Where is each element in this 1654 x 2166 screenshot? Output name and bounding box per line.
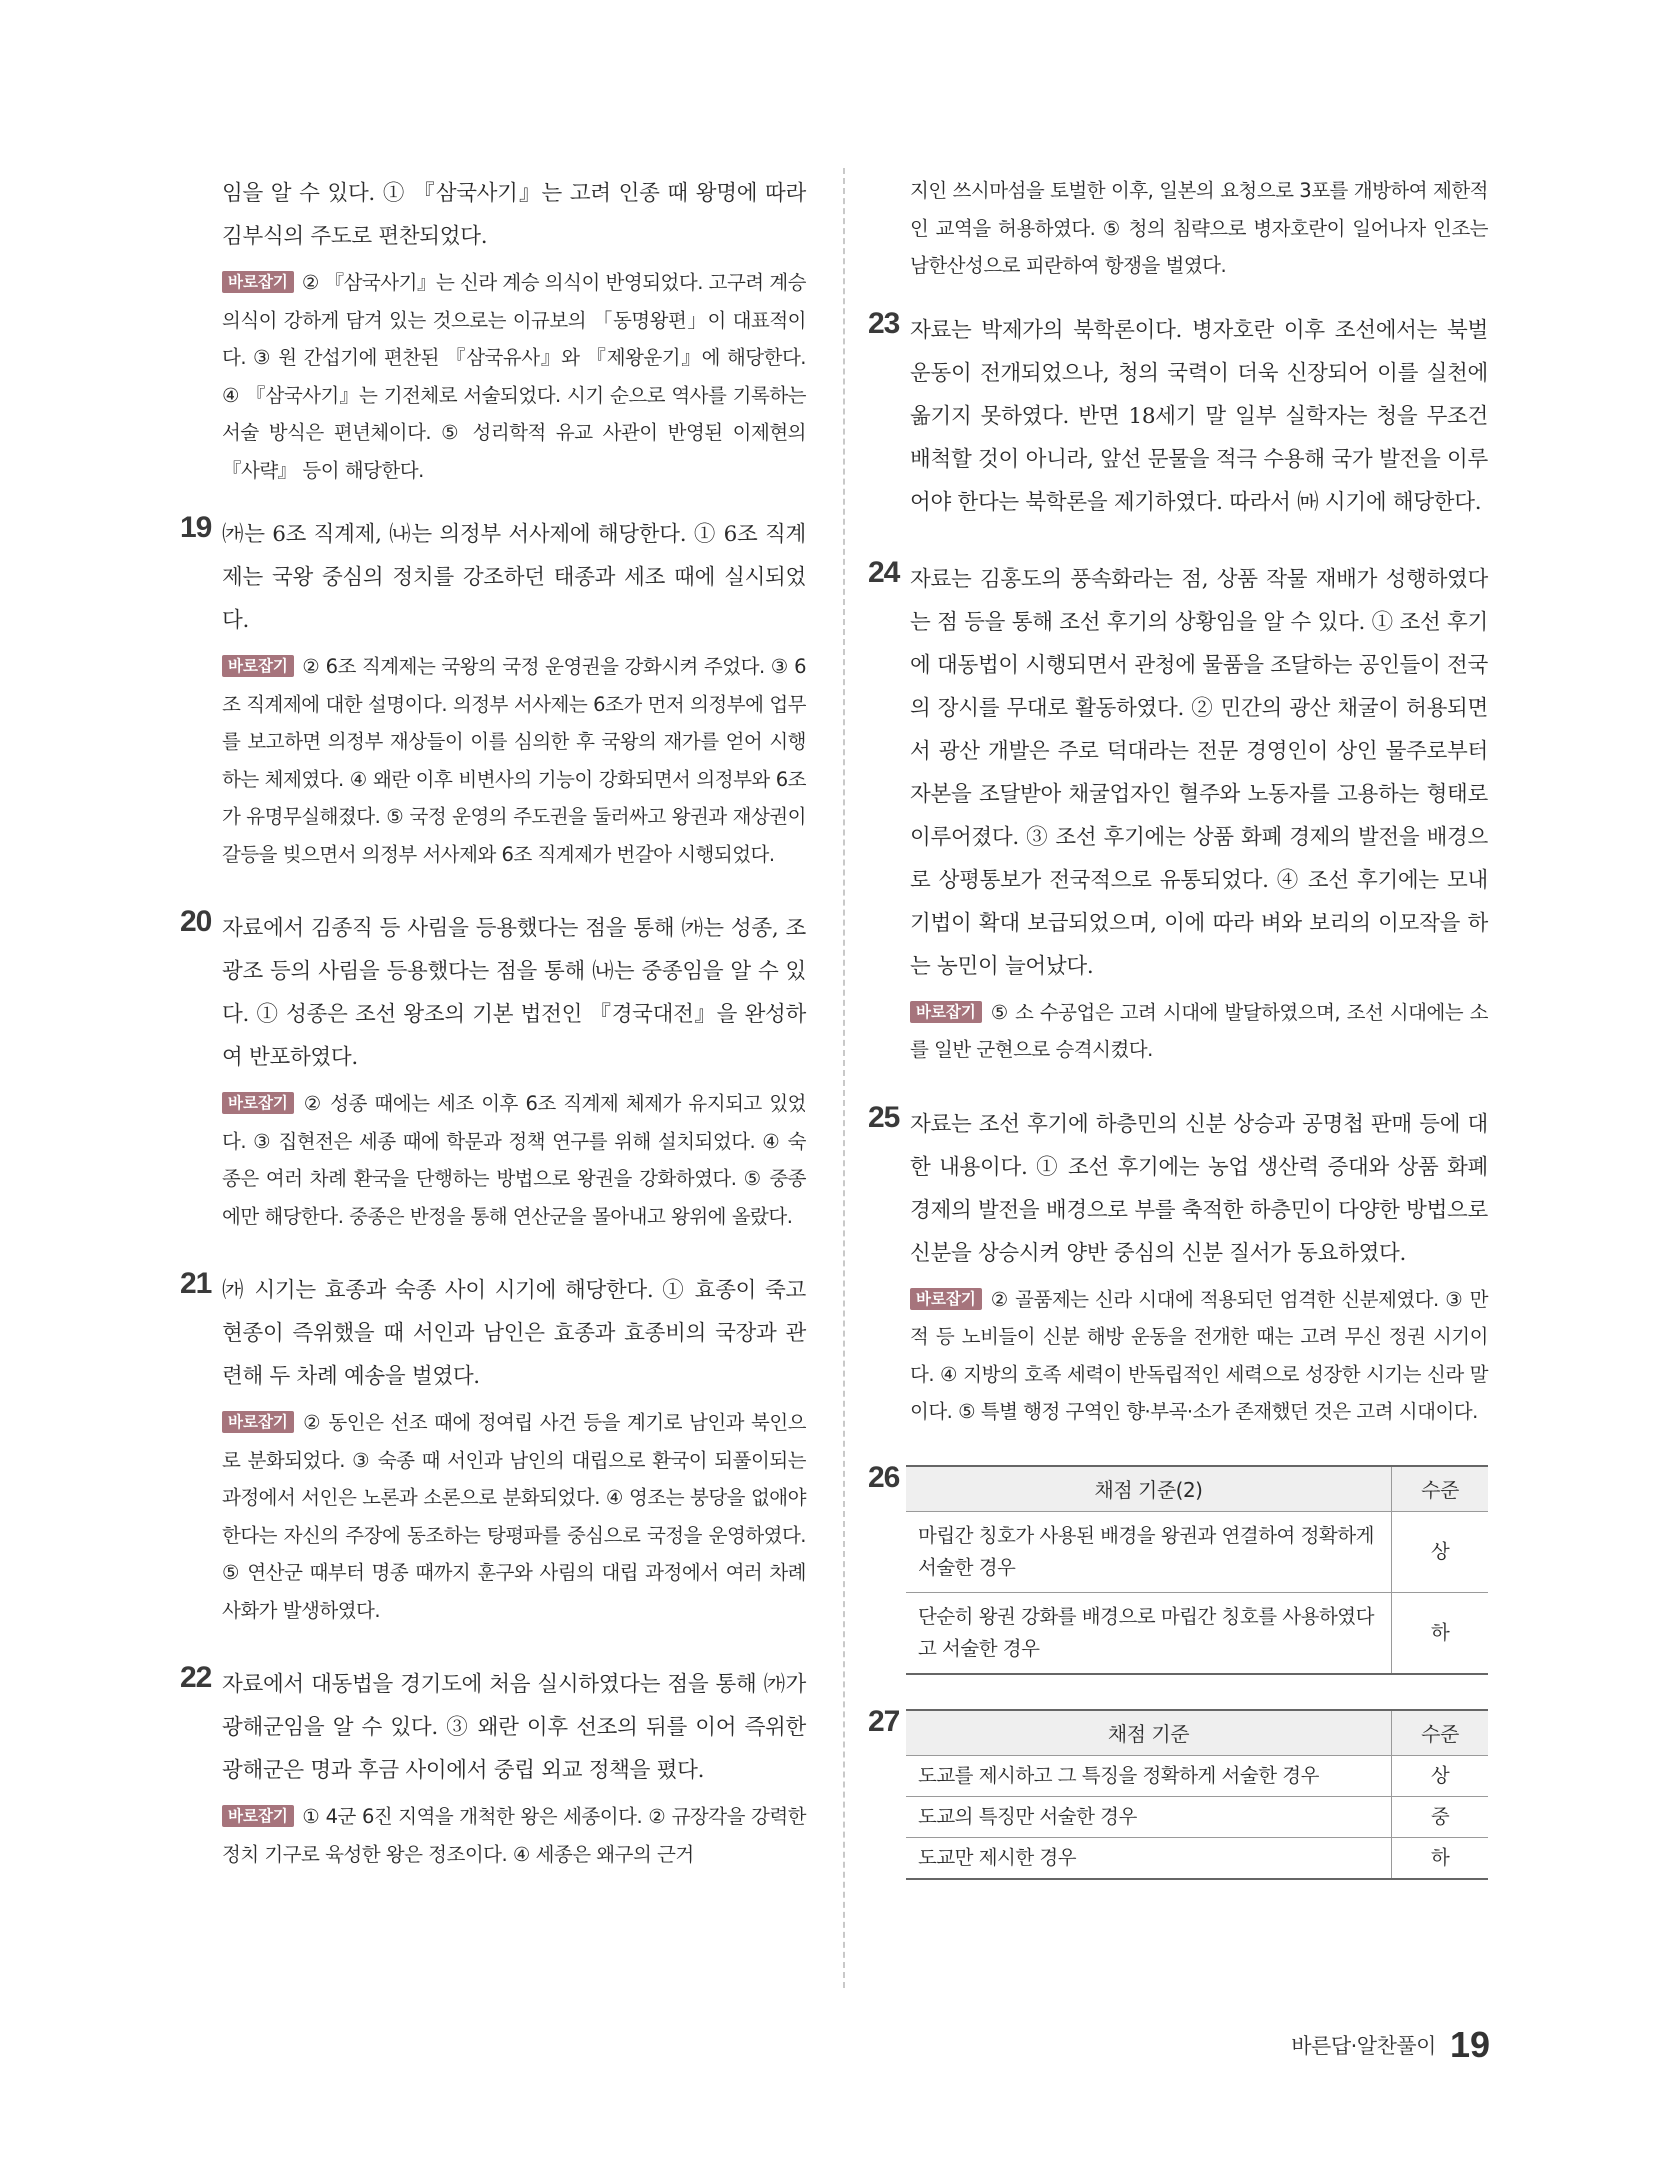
table-row <box>906 1837 1488 1879</box>
correction-note <box>910 1281 1488 1431</box>
level-cell: 하 <box>1392 1837 1489 1879</box>
answer-item-20 <box>180 905 806 1235</box>
table-row <box>906 1592 1488 1674</box>
question-number: 22 <box>180 1661 212 1694</box>
answer-item-22 <box>180 1661 806 1873</box>
answer-item-23 <box>868 306 1488 524</box>
correction-text: ② 골품제는 신라 시대에 적용되던 엄격한 신분제였다. ③ 만적 등 노비들이 신분 해방 운동을 전개한 때는 고려 무신 정권 시기이다. ④ 지방의 호족 세력이 반독립적인 세력으로 성장한 시기는 신라 말이다. ⑤ 특별 행정 구역인 향·부곡·소가 존재했던 것은 고려 시대이다. <box>910 1287 1488 1423</box>
correction-text: ② 성종 때에는 세조 이후 6조 직계제 체제가 유지되고 있었다. ③ 집현전은 세종 때에 학문과 정책 연구를 위해 설치되었다. ④ 숙종은 여러 차례 환국을 단행하는 방법으로 왕권을 강화하였다. ⑤ 중종에만 해당한다. 중종은 반정을 통해 연산군을 몰아내고 왕위에 올랐다. <box>222 1092 806 1228</box>
page-footer <box>1291 2024 1490 2066</box>
criteria-cell: 도교를 제시하고 그 특징을 정확하게 서술한 경우 <box>906 1755 1392 1796</box>
page-number: 19 <box>1449 2024 1490 2065</box>
continued-answer-18 <box>222 172 806 489</box>
correction-tag: 바로잡기 <box>222 1411 294 1433</box>
scoring-table <box>906 1465 1488 1675</box>
correction-note <box>222 648 806 873</box>
correction-tag: 바로잡기 <box>222 1805 294 1827</box>
criteria-cell: 마립간 칭호가 사용된 배경을 왕권과 연결하여 정확하게 서술한 경우 <box>906 1511 1392 1592</box>
correction-tag: 바로잡기 <box>910 1001 982 1023</box>
table-header-row <box>906 1466 1488 1512</box>
answer-item-24 <box>868 555 1488 1069</box>
answer-text: 자료에서 대동법을 경기도에 처음 실시하였다는 점을 통해 ㈎가 광해군임을 알 수 있다. ③ 왜란 이후 선조의 뒤를 이어 즉위한 광해군은 명과 후금 사이에서 중립 외교 정책을 폈다. <box>222 1672 806 1783</box>
correction-text: 지인 쓰시마섬을 토벌한 이후, 일본의 요청으로 3포를 개방하여 제한적인 교역을 허용하였다. ⑤ 청의 침략으로 병자호란이 일어나자 인조는 남한산성으로 피란하여 항쟁을 벌였다. <box>910 179 1488 277</box>
correction-text: ② 『삼국사기』는 신라 계승 의식이 반영되었다. 고구려 계승 의식이 강하게 담겨 있는 것으로는 이규보의 「동명왕편」이 대표적이다. ③ 원 간섭기에 편찬된 『삼국유사』와 『제왕운기』에 해당한다. ④ 『삼국사기』는 기전체로 서술되었다. 시기 순으로 역사를 기록하는 서술 방식은 편년체이다. ⑤ 성리학적 유교 사관이 반영된 이제현의 『사략』 등이 해당한다. <box>222 271 806 482</box>
answer-text: 임을 알 수 있다. ① 『삼국사기』는 고려 인종 때 왕명에 따라 김부식의 주도로 편찬되었다. <box>222 181 806 249</box>
question-number: 23 <box>868 306 900 340</box>
correction-note <box>222 264 806 489</box>
answer-item-25 <box>868 1100 1488 1431</box>
correction-note <box>222 1404 806 1629</box>
correction-text: ① 4군 6진 지역을 개척한 왕은 세종이다. ② 규장각을 강력한 정치 기구로 육성한 왕은 정조이다. ④ 세종은 왜구의 근거 <box>222 1805 806 1866</box>
question-number: 25 <box>868 1100 900 1134</box>
table-row <box>906 1755 1488 1796</box>
answer-item-19 <box>180 511 806 873</box>
correction-note <box>222 1085 806 1235</box>
criteria-header: 채점 기준(2) <box>906 1466 1392 1512</box>
question-number: 21 <box>180 1267 212 1300</box>
criteria-cell: 도교의 특징만 서술한 경우 <box>906 1796 1392 1837</box>
scoring-item-26 <box>868 1460 1488 1675</box>
correction-tag: 바로잡기 <box>222 271 294 293</box>
question-number: 19 <box>180 511 212 544</box>
right-column <box>868 172 1488 1914</box>
answer-text: 자료에서 김종직 등 사림을 등용했다는 점을 통해 ㈎는 성종, 조광조 등의 사림을 등용했다는 점을 통해 ㈏는 중종임을 알 수 있다. ① 성종은 조선 왕조의 기본 법전인 『경국대전』을 완성하여 반포하였다. <box>222 916 806 1070</box>
answer-text: 자료는 조선 후기에 하층민의 신분 상승과 공명첩 판매 등에 대한 내용이다. ① 조선 후기에는 농업 생산력 증대와 상품 화폐 경제의 발전을 배경으로 부를 축적한 하층민이 다양한 방법으로 신분을 상승시켜 양반 중심의 신분 질서가 동요하였다. <box>910 1111 1488 1266</box>
level-header: 수준 <box>1392 1710 1489 1756</box>
correction-tag: 바로잡기 <box>222 655 294 677</box>
scoring-table <box>906 1709 1488 1880</box>
table-row <box>906 1511 1488 1592</box>
correction-tag: 바로잡기 <box>222 1092 294 1114</box>
correction-text: ② 6조 직계제는 국왕의 국정 운영권을 강화시켜 주었다. ③ 6조 직계제에 대한 설명이다. 의정부 서사제는 6조가 먼저 의정부에 업무를 보고하면 의정부 재상들이 이를 심의한 후 국왕의 재가를 얻어 시행하는 체제였다. ④ 왜란 이후 비변사의 기능이 강화되면서 의정부와 6조가 유명무실해졌다. ⑤ 국정 운영의 주도권을 둘러싸고 왕권과 재상권이 갈등을 빚으면서 의정부 서사제와 6조 직계제가 번갈아 시행되었다. <box>222 655 806 866</box>
left-column <box>180 172 806 1907</box>
answer-text: 자료는 박제가의 북학론이다. 병자호란 이후 조선에서는 북벌 운동이 전개되었으나, 청의 국력이 더욱 신장되어 이를 실천에 옮기지 못하였다. 반면 18세기 말 일부 실학자는 청을 무조건 배척할 것이 아니라, 앞선 문물을 적극 수용해 국가 발전을 이루어야 한다는 북학론을 제기하였다. 따라서 ㈒ 시기에 해당한다. <box>910 317 1488 515</box>
answer-item-21 <box>180 1267 806 1629</box>
question-number: 27 <box>868 1704 900 1738</box>
table-header-row <box>906 1710 1488 1756</box>
table-row <box>906 1796 1488 1837</box>
question-number: 24 <box>868 555 900 589</box>
scoring-item-27 <box>868 1704 1488 1880</box>
level-cell: 상 <box>1392 1511 1489 1592</box>
correction-tag: 바로잡기 <box>910 1288 982 1310</box>
level-header: 수준 <box>1392 1466 1489 1512</box>
correction-note <box>222 1798 806 1873</box>
level-cell: 중 <box>1392 1796 1489 1837</box>
answer-text: ㈎는 6조 직계제, ㈏는 의정부 서사제에 해당한다. ① 6조 직계제는 국왕 중심의 정치를 강조하던 태종과 세조 때에 실시되었다. <box>222 522 806 633</box>
answer-text: ㈎ 시기는 효종과 숙종 사이 시기에 해당한다. ① 효종이 죽고 현종이 즉위했을 때 서인과 남인은 효종과 효종비의 국장과 관련해 두 차례 예송을 벌였다. <box>222 1278 806 1389</box>
column-divider <box>843 168 845 1988</box>
level-cell: 상 <box>1392 1755 1489 1796</box>
criteria-cell: 단순히 왕권 강화를 배경으로 마립간 칭호를 사용하였다고 서술한 경우 <box>906 1592 1392 1674</box>
answer-text: 자료는 김홍도의 풍속화라는 점, 상품 작물 재배가 성행하였다는 점 등을 통해 조선 후기의 상황임을 알 수 있다. ① 조선 후기에 대동법이 시행되면서 관청에 물품을 조달하는 공인들이 전국의 장시를 무대로 활동하였다. ② 민간의 광산 채굴이 허용되면서 광산 개발은 주로 덕대라는 전문 경영인이 상인 물주로부터 자본을 조달받아 채굴업자인 혈주와 노동자를 고용하는 형태로 이루어졌다. ③ 조선 후기에는 상품 화폐 경제의 발전을 배경으로 상평통보가 전국적으로 유통되었다. ④ 조선 후기에는 모내기법이 확대 보급되었으며, 이에 따라 벼와 보리의 이모작을 하는 농민이 늘어났다. <box>910 566 1488 979</box>
criteria-header: 채점 기준 <box>906 1710 1392 1756</box>
criteria-cell: 도교만 제시한 경우 <box>906 1837 1392 1879</box>
continued-answer-22 <box>910 172 1488 285</box>
question-number: 26 <box>868 1460 900 1494</box>
level-cell: 하 <box>1392 1592 1489 1674</box>
correction-text: ⑤ 소 수공업은 고려 시대에 발달하였으며, 조선 시대에는 소를 일반 군현으로 승격시켰다. <box>910 1000 1488 1061</box>
correction-text: ② 동인은 선조 때에 정여립 사건 등을 계기로 남인과 북인으로 분화되었다. ③ 숙종 때 서인과 남인의 대립으로 환국이 되풀이되는 과정에서 서인은 노론과 소론으로 분화되었다. ④ 영조는 붕당을 없애야 한다는 자신의 주장에 동조하는 탕평파를 중심으로 국정을 운영하였다. ⑤ 연산군 때부터 명종 때까지 훈구와 사림의 대립 과정에서 여러 차례 사화가 발생하였다. <box>222 1411 806 1622</box>
footer-label: 바른답·알찬풀이 <box>1291 2034 1436 2058</box>
correction-note <box>910 994 1488 1069</box>
question-number: 20 <box>180 905 212 938</box>
